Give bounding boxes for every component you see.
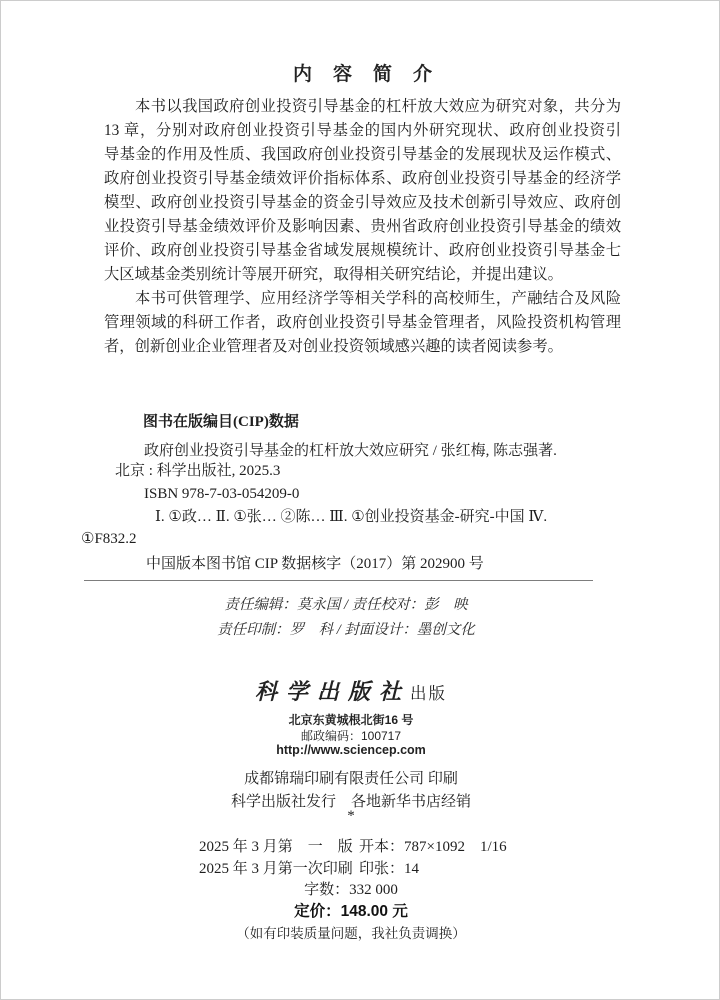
publisher-postcode: 邮政编码：100717: [300, 729, 402, 743]
cip-record-number: 中国版本图书馆 CIP 数据核字（2017）第 202900 号: [146, 556, 484, 572]
publisher-website: http://www.sciencep.com: [276, 743, 426, 757]
publisher-name-row: [81, 675, 621, 706]
quality-note: （如有印装质量问题，我社负责调换）: [236, 926, 466, 941]
staff-credits-line1: 责任编辑：莫永国 / 责任校对：彭 映: [224, 597, 468, 613]
abstract-line: 政府创业投资引导基金绩效评价指标体系、政府创业投资引导基金的经济学: [104, 170, 621, 187]
divider-rule: [84, 580, 593, 581]
price-line: 定价：148.00 元: [294, 903, 408, 920]
cip-classification-line1: Ⅰ. ①政… Ⅱ. ①张… ②陈… Ⅲ. ①创业投资基金-研究-中国 Ⅳ.: [155, 509, 548, 525]
publisher-address: 北京东黄城根北街16 号: [288, 713, 414, 727]
distribution-line: 科学出版社发行 各地新华书店经销: [230, 794, 471, 810]
cip-heading: 图书在版编目(CIP)数据: [143, 414, 299, 430]
cip-entry-title: 政府创业投资引导基金的杠杆放大效应研究 / 张红梅, 陈志强著.: [144, 443, 557, 459]
printer-line: 成都锦瑞印刷有限责任公司 印刷: [244, 771, 458, 787]
sheets-line: 印张：14: [359, 861, 420, 877]
abstract-line: 大区域基金类别统计等展开研究，取得相关研究结论，并提出建议。: [104, 266, 563, 283]
edition-line: 2025 年 3 月第 一 版: [199, 839, 353, 855]
abstract-line: 13 章，分别对政府创业投资引导基金的国内外研究现状、政府创业投资引: [104, 122, 621, 139]
cip-classification-line2: ①F832.2: [81, 531, 137, 547]
abstract-line: 业投资引导基金绩效评价及影响因素、贵州省政府创业投资引导基金的绩效: [104, 218, 621, 235]
separator-asterisk: *: [347, 808, 355, 824]
word-count-line: 字数：332 000: [304, 882, 398, 898]
abstract-line: 者，创新创业企业管理者及对创业投资领域感兴趣的读者阅读参考。: [104, 338, 563, 355]
publisher-suffix: 出版: [410, 684, 447, 703]
cip-isbn: ISBN 978-7-03-054209-0: [144, 486, 300, 502]
staff-credits-line2: 责任印制：罗 科 / 封面设计：墨创文化: [217, 622, 475, 638]
abstract-line: 本书可供管理学、应用经济学等相关学科的高校师生，产融结合及风险: [135, 290, 621, 307]
abstract-line: 导基金的作用及性质、我国政府创业投资引导基金的发展现状及运作模式、: [104, 146, 621, 163]
abstract-line: 模型、政府创业投资引导基金的资金引导效应及技术创新引导效应、政府创: [104, 194, 621, 211]
page-title: 内容简介: [292, 64, 453, 85]
format-line: 开本：787×1092 1/16: [359, 839, 507, 855]
abstract-line: 管理领域的科研工作者，政府创业投资引导基金管理者，风险投资机构管理: [104, 314, 621, 331]
impression-line: 2025 年 3 月第一次印刷: [199, 861, 353, 877]
cip-entry-publisher: 北京 : 科学出版社, 2025.3: [115, 463, 281, 479]
publisher-logo-text: 科学出版社: [254, 679, 410, 704]
abstract-line: 本书以我国政府创业投资引导基金的杠杆放大效应为研究对象，共分为: [135, 98, 621, 115]
abstract-text: [104, 95, 621, 359]
abstract-line: 评价、政府创业投资引导基金省域发展规模统计、政府创业投资引导基金七: [104, 242, 621, 259]
